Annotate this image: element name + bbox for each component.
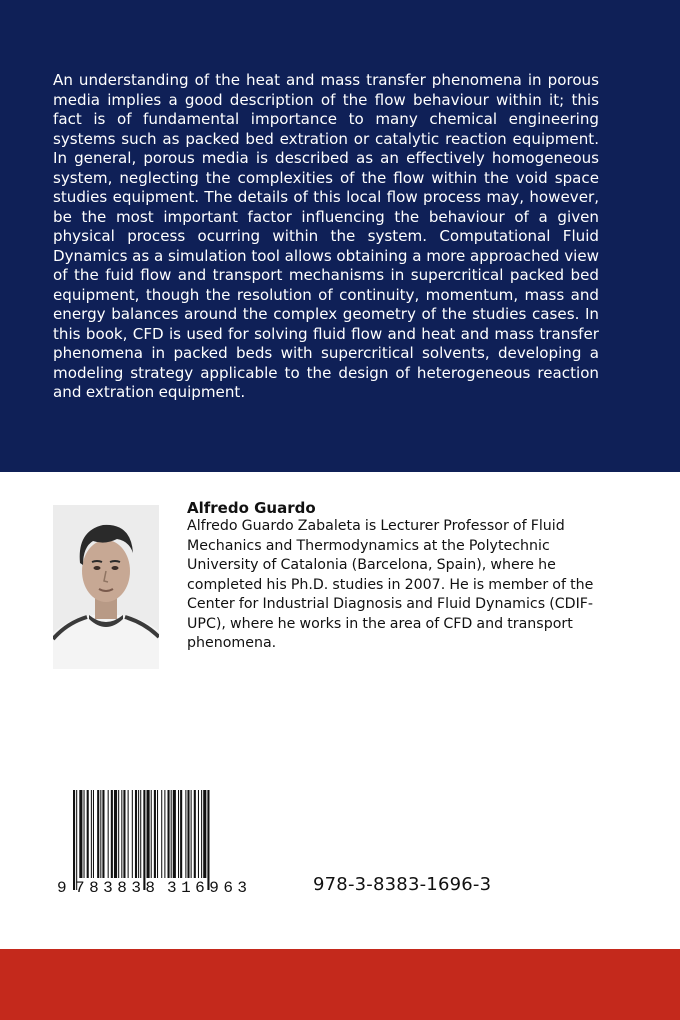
barcode-bar	[76, 790, 77, 890]
bottom-red-band	[0, 949, 680, 1020]
barcode-bar	[178, 790, 179, 878]
barcode-bar	[93, 790, 94, 878]
barcode-bar	[187, 790, 189, 878]
back-cover-top-panel	[0, 0, 680, 472]
author-photo	[53, 505, 159, 669]
author-name: Alfredo Guardo	[187, 499, 316, 517]
barcode-bar	[180, 790, 182, 878]
barcode-bar	[132, 790, 133, 878]
barcode-bar	[87, 790, 89, 878]
barcode-bar	[108, 790, 109, 878]
isbn-barcode	[55, 785, 255, 900]
barcode-bar	[100, 790, 101, 878]
isbn-number: 978-3-8383-1696-3	[313, 874, 492, 895]
barcode-bar	[91, 790, 92, 878]
barcode-bar	[161, 790, 162, 878]
barcode-bar	[121, 790, 122, 878]
barcode-bar	[73, 790, 75, 890]
barcode-bar	[118, 790, 119, 878]
barcode-bar	[147, 790, 150, 878]
barcode-bar	[185, 790, 186, 878]
barcode-digit-lead: 9	[57, 879, 67, 897]
barcode-bar	[164, 790, 165, 878]
barcode-bar	[97, 790, 99, 878]
barcode-bar	[201, 790, 202, 878]
barcode-bar	[111, 790, 113, 878]
barcode-graphic	[55, 785, 255, 900]
barcode-bar	[151, 790, 152, 878]
barcode-bar	[138, 790, 139, 878]
barcode-bar	[154, 790, 156, 878]
barcode-bar	[207, 790, 209, 890]
barcode-bar	[168, 790, 170, 878]
barcode-bar	[123, 790, 125, 878]
barcode-bar	[143, 790, 145, 890]
barcode-bar	[173, 790, 176, 878]
barcode-bars	[73, 790, 210, 890]
barcode-bar	[157, 790, 158, 878]
barcode-bar	[203, 790, 206, 878]
barcode-digits-left: 783838	[75, 879, 155, 897]
barcode-bar	[194, 790, 196, 878]
barcode-bar	[191, 790, 192, 878]
barcode-bar	[171, 790, 172, 878]
barcode-bar	[135, 790, 137, 878]
barcode-bar	[114, 790, 117, 878]
barcode-bar	[102, 790, 104, 878]
author-portrait-icon	[53, 505, 159, 669]
author-bio: Alfredo Guardo Zabaleta is Lecturer Professor of Fluid Mechanics and Thermodynamics at the Polytechnic University of Catalonia (Barcelona, Spain), where he completed his Ph.D. studies in 2007. He is member of the Center for Industrial Diagnosis and Fluid Dynamics (CDIF-UPC), where he works in the area of CFD and transport phenomena.	[187, 518, 594, 651]
barcode-digits-right: 316963	[167, 879, 247, 897]
barcode-bar	[79, 790, 82, 878]
barcode-bar	[198, 790, 199, 878]
book-description: An understanding of the heat and mass transfer phenomena in porous media implies a good description of the flow behaviour within it; this fact is of fundamental importance to many chemical engineering systems such as packed bed extration or catalytic reaction equipment. In general, porous media is described as an effectively homogeneous system, neglecting the complexities of the flow within the void space studies equipment. The details of this local flow process may, however, be the most important factor influencing the behaviour of a given physical process ocurring within the system. Computational Fluid Dynamics as a simulation tool allows obtaining a more approached view of the fuid flow and transport mechanisms in supercritical packed bed equipment, though the resolution of continuity, momentum, mass and energy balances around the complex geometry of the studies cases. In this book, CFD is used for solving fluid flow and heat and mass transfer phenomena in packed beds with supercritical solvents, developing a modeling strategy applicable to the design of heterogeneous reaction and extration equipment.	[53, 71, 599, 401]
barcode-bar	[128, 790, 129, 878]
barcode-bar	[140, 790, 141, 878]
barcode-bar	[84, 790, 85, 878]
